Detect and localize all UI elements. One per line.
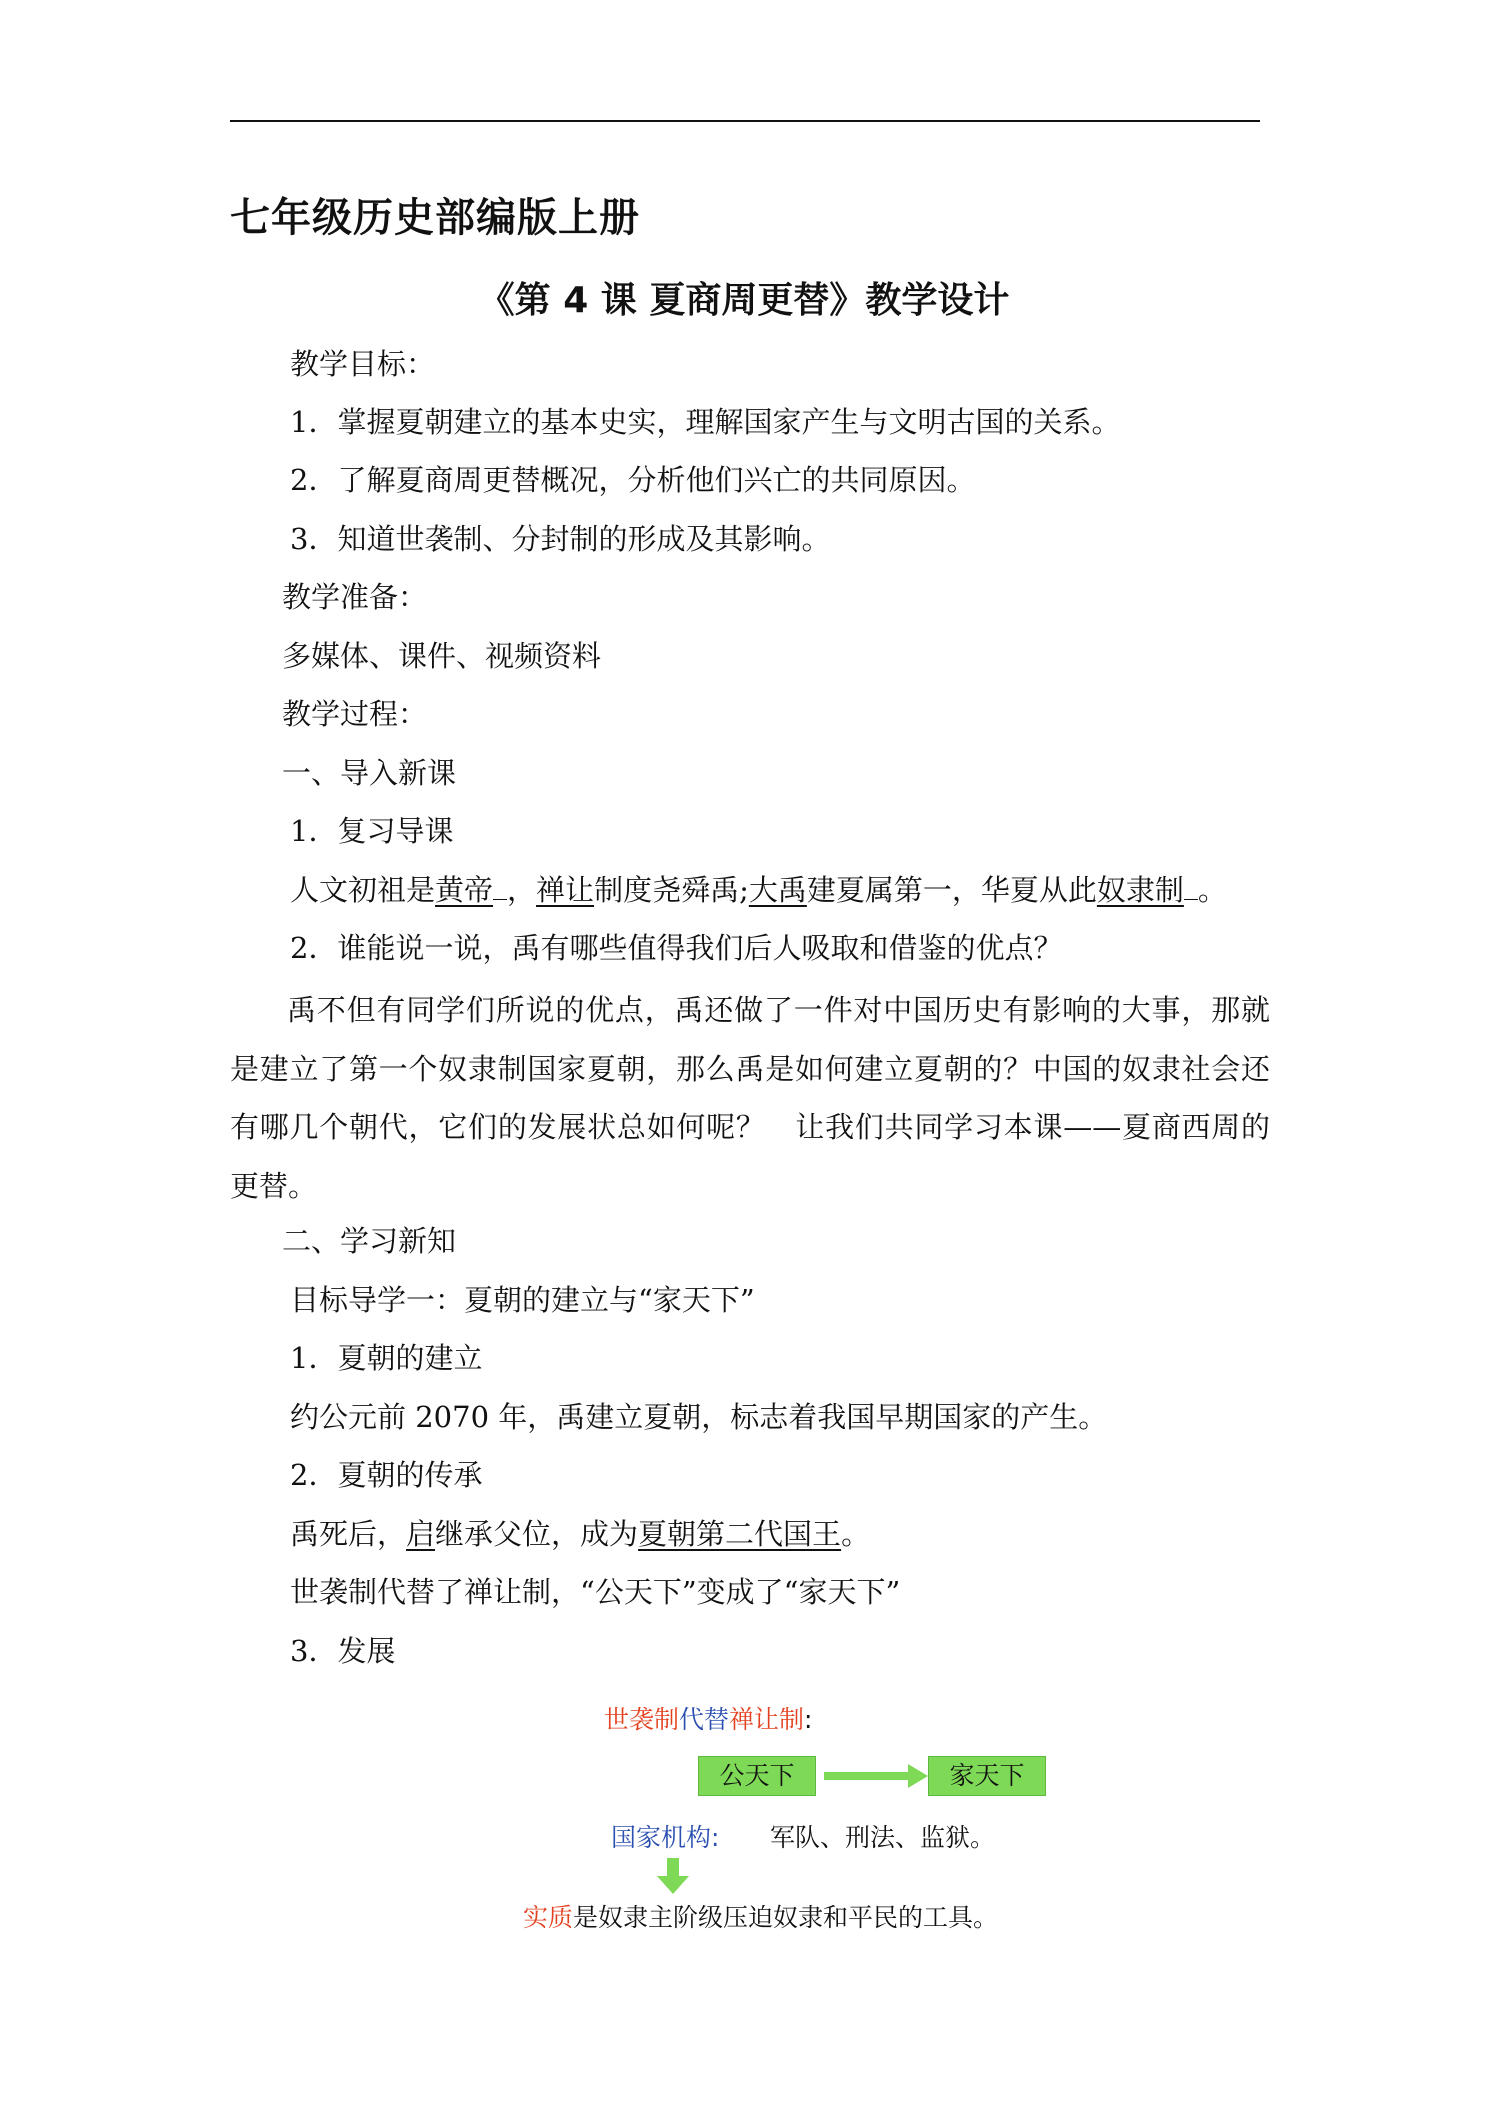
essence-line — [523, 1898, 998, 1934]
header-rule — [230, 120, 1260, 122]
review-label: 1．复习导课 — [290, 814, 454, 848]
item-1-heading: 1．夏朝的建立 — [290, 1341, 483, 1375]
blank-shanrang: 禅让 — [536, 873, 595, 907]
right-arrow-icon — [820, 1764, 932, 1788]
blank-huangdi: 黄帝 — [435, 873, 494, 907]
item-2-fragment: 继承父位，成为 — [435, 1517, 639, 1551]
review-verse — [290, 872, 1227, 908]
abdication-label: 禅让制 — [729, 1705, 805, 1734]
review-text: ， — [507, 873, 537, 907]
essence-text: 是奴隶主阶级压迫奴隶和平民的工具。 — [573, 1903, 999, 1932]
document-title: 七年级历史部编版上册 — [230, 195, 640, 241]
goals-label: 教学目标： — [290, 347, 436, 381]
essence-label: 实质 — [523, 1903, 574, 1932]
org-value: 军队、刑法、监狱。 — [770, 1823, 996, 1852]
question-2: 2．谁能说一说，禹有哪些值得我们后人吸取和借鉴的优点？ — [290, 931, 1063, 965]
lesson-title: 《第 4 课 夏商周更替》教学设计 — [478, 280, 1010, 321]
replace-label: 代替 — [679, 1705, 730, 1734]
goal-2: 2．了解夏商周更替概况，分析他们兴亡的共同原因。 — [290, 463, 976, 497]
prep-label: 教学准备： — [282, 580, 428, 614]
review-text: 建夏属第一，华夏从此 — [806, 873, 1097, 907]
blank-nulizhi: 奴隶制 — [1096, 873, 1184, 907]
diagram-line-1 — [604, 1700, 812, 1736]
item-2-text — [290, 1516, 870, 1552]
item-2-fragment: 禹死后， — [290, 1517, 407, 1551]
section-1-heading: 一、导入新课 — [282, 756, 457, 790]
process-label: 教学过程： — [282, 697, 428, 731]
org-label: 国家机构: — [611, 1823, 720, 1852]
review-text: 。 — [1197, 873, 1227, 907]
box-gongtianxia: 公天下 — [698, 1756, 816, 1796]
box-jiatianxia: 家天下 — [928, 1756, 1046, 1796]
colon: : — [804, 1705, 813, 1734]
prep-text: 多媒体、课件、视频资料 — [282, 639, 602, 673]
review-text: 制度尧舜禹; — [594, 873, 749, 907]
review-text: 人文初祖是 — [290, 873, 436, 907]
target-1-heading: 目标导学一：夏朝的建立与“家天下” — [290, 1283, 755, 1317]
blank-dayu: 大禹 — [748, 873, 807, 907]
goal-3: 3．知道世袭制、分封制的形成及其影响。 — [290, 522, 831, 556]
blank-qi: 启 — [406, 1517, 436, 1551]
item-3-heading: 3．发展 — [290, 1634, 396, 1668]
hereditary-label: 世袭制 — [604, 1705, 680, 1734]
item-2-fragment: 。 — [841, 1517, 871, 1551]
down-arrow-icon — [655, 1856, 691, 1896]
item-2-text-2: 世袭制代替了禅让制，“公天下”变成了“家天下” — [290, 1575, 901, 1609]
section-2-heading: 二、学习新知 — [282, 1224, 457, 1258]
intro-paragraph: 禹不但有同学们所说的优点，禹还做了一件对中国历史有影响的大事，那就是建立了第一个奴隶制国家夏朝，那么禹是如何建立夏朝的？中国的奴隶社会还有哪几个朝代，它们的发展状总如何呢？ 让我们共同学习本课——夏商西周的更替。 — [230, 993, 1270, 1203]
blank-second-king: 夏朝第二代国王 — [638, 1517, 842, 1551]
item-2-heading: 2．夏朝的传承 — [290, 1458, 483, 1492]
goal-1: 1．掌握夏朝建立的基本史实，理解国家产生与文明古国的关系。 — [290, 405, 1121, 439]
item-1-text: 约公元前 2070 年，禹建立夏朝，标志着我国早期国家的产生。 — [290, 1400, 1108, 1434]
